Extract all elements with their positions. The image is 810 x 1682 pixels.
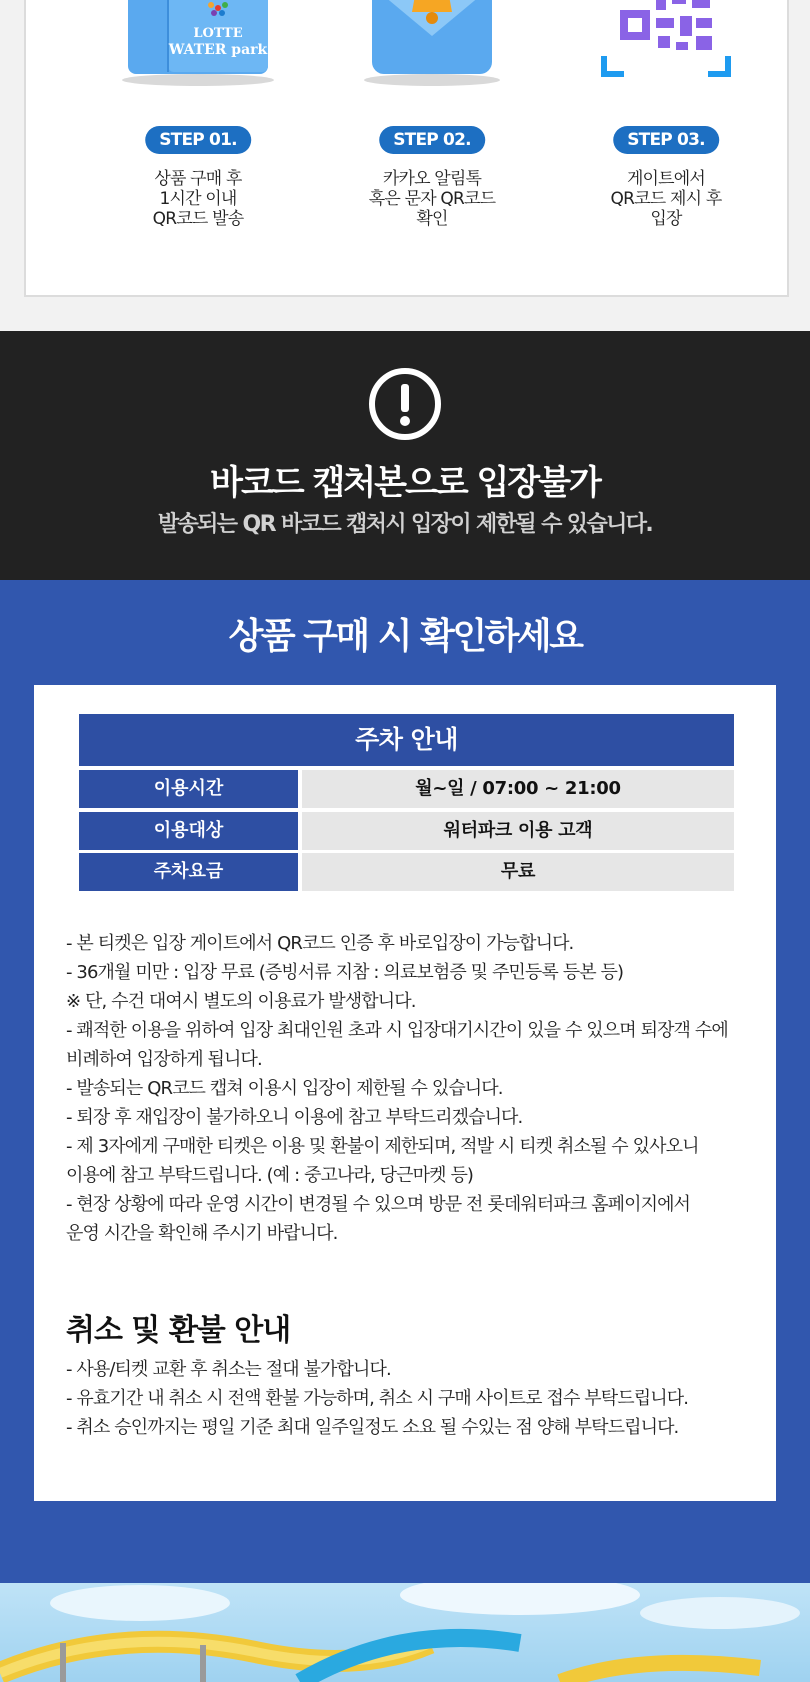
parking-row-value: 무료 bbox=[302, 853, 734, 891]
list-item: - 퇴장 후 재입장이 불가하오니 이용에 참고 부탁드리겠습니다. bbox=[66, 1107, 523, 1128]
notice-section bbox=[0, 580, 810, 1583]
waterpark-ticket-icon bbox=[108, 0, 288, 86]
parking-row-fee bbox=[79, 853, 734, 891]
list-item: - 취소 승인까지는 평일 기준 최대 일주일정도 소요 될 수있는 점 양해 부탁드립니다. bbox=[66, 1417, 679, 1438]
waterslide-illustration bbox=[0, 1583, 810, 1682]
step-1-badge: STEP 01. bbox=[145, 126, 251, 154]
list-item: - 현장 상황에 따라 운영 시간이 변경될 수 있으며 방문 전 롯데워터파크 홈페이지에서 운영 시간을 확인해 주시기 바랍니다. bbox=[66, 1194, 691, 1244]
refund-title: 취소 및 환불 안내 bbox=[66, 1313, 291, 1348]
notice-card bbox=[34, 685, 776, 1501]
step-2-badge: STEP 02. bbox=[379, 126, 485, 154]
parking-row-value: 월~일 / 07:00 ~ 21:00 bbox=[302, 770, 734, 808]
logo-text-line2: WATER park bbox=[168, 42, 268, 58]
parking-row-label: 주차요금 bbox=[79, 853, 298, 891]
list-item: ※ 단, 수건 대여시 별도의 이용료가 발생합니다. bbox=[66, 991, 416, 1012]
notification-bell-icon bbox=[342, 0, 522, 86]
steps-card bbox=[24, 0, 789, 297]
refund-list bbox=[66, 1355, 756, 1442]
list-item: - 본 티켓은 입장 게이트에서 QR코드 인증 후 바로입장이 가능합니다. bbox=[66, 933, 574, 954]
logo-text-line1: LOTTE bbox=[193, 26, 243, 41]
list-item: - 쾌적한 이용을 위하여 입장 최대인원 초과 시 입장대기시간이 있을 수 있으며 퇴장객 수에 비례하여 입장하게 됩니다. bbox=[66, 1020, 728, 1070]
parking-row-label: 이용대상 bbox=[79, 812, 298, 850]
notice-heading: 상품 구매 시 확인하세요 bbox=[228, 616, 582, 657]
step-3-description: 게이트에서 QR코드 제시 후 입장 bbox=[610, 169, 722, 229]
step-3-badge: STEP 03. bbox=[613, 126, 719, 154]
qr-code-icon bbox=[576, 0, 756, 86]
warning-title: 바코드 캡처본으로 입장불가 bbox=[210, 463, 600, 503]
list-item: - 제 3자에게 구매한 티켓은 이용 및 환불이 제한되며, 적발 시 티켓 취소될 수 있사오니 이용에 참고 부탁드립니다. (예 : 중고나라, 당근마켓 등) bbox=[66, 1136, 699, 1186]
list-item: - 유효기간 내 취소 시 전액 환불 가능하며, 취소 시 구매 사이트로 접수 부탁드립니다. bbox=[66, 1388, 689, 1409]
parking-table-title: 주차 안내 bbox=[79, 714, 734, 766]
steps-section bbox=[0, 0, 810, 331]
step-1-description: 상품 구매 후 1시간 이내 QR코드 발송 bbox=[152, 169, 244, 229]
notice-notes-list bbox=[66, 929, 756, 1248]
parking-row-label: 이용시간 bbox=[79, 770, 298, 808]
step-2 bbox=[322, 0, 542, 286]
parking-row-hours bbox=[79, 770, 734, 808]
parking-row-value: 워터파크 이용 고객 bbox=[302, 812, 734, 850]
list-item: - 사용/티켓 교환 후 취소는 절대 불가합니다. bbox=[66, 1359, 391, 1380]
step-2-description: 카카오 알림톡 혹은 문자 QR코드 확인 bbox=[368, 169, 496, 229]
list-item: - 발송되는 QR코드 캡쳐 이용시 입장이 제한될 수 있습니다. bbox=[66, 1078, 503, 1099]
step-1 bbox=[88, 0, 308, 286]
list-item: - 36개월 미만 : 입장 무료 (증빙서류 지참 : 의료보험증 및 주민등록 등본 등) bbox=[66, 962, 624, 983]
step-3 bbox=[556, 0, 776, 286]
warning-section bbox=[0, 331, 810, 580]
warning-subtitle: 발송되는 QR 바코드 캡처시 입장이 제한될 수 있습니다. bbox=[157, 512, 653, 537]
parking-row-target bbox=[79, 812, 734, 850]
exclamation-circle-icon bbox=[368, 367, 442, 441]
waterpark-photo-strip bbox=[0, 1583, 810, 1682]
